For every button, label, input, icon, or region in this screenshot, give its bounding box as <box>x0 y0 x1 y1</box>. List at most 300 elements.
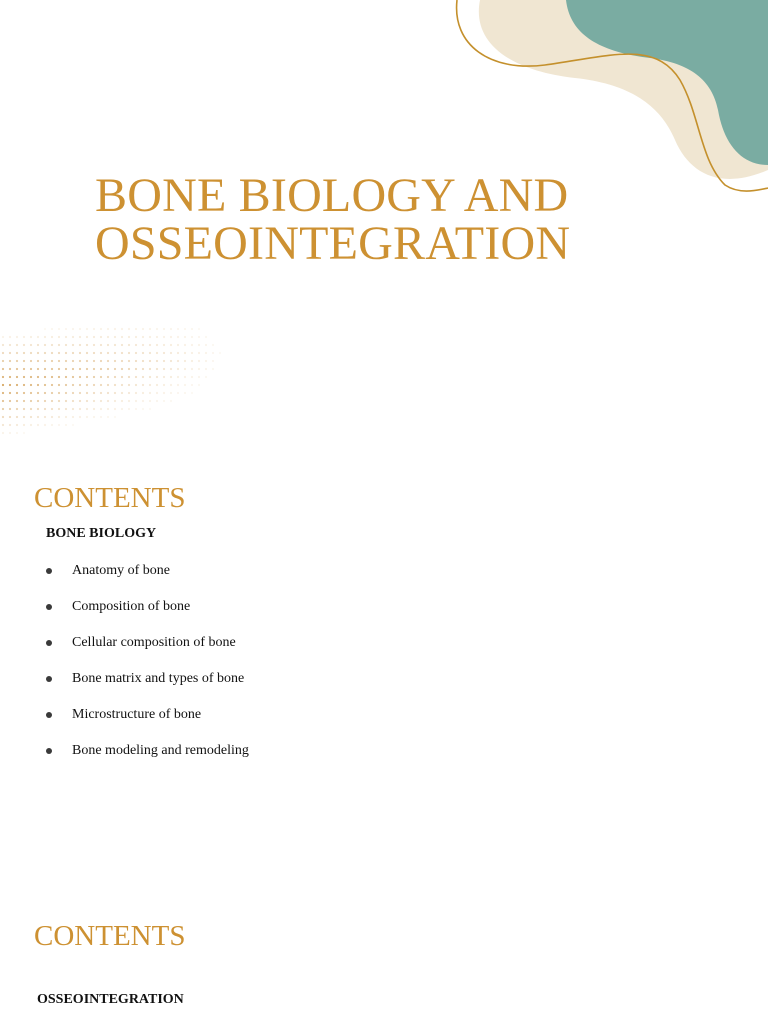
pattern-dot <box>205 344 207 346</box>
pattern-dot <box>163 328 165 330</box>
pattern-dot <box>170 336 172 338</box>
pattern-dot <box>44 352 46 354</box>
pattern-dot <box>212 368 214 370</box>
pattern-dot <box>86 352 88 354</box>
pattern-dot <box>114 368 116 370</box>
pattern-dot <box>72 392 74 394</box>
pattern-dot <box>44 392 46 394</box>
title-line-2: OSSEOINTEGRATION <box>95 217 571 270</box>
pattern-dot <box>72 376 74 378</box>
pattern-dot <box>128 408 130 410</box>
pattern-dot <box>100 368 102 370</box>
pattern-dot <box>23 336 25 338</box>
pattern-dot <box>79 336 81 338</box>
pattern-dot <box>93 376 95 378</box>
pattern-dot <box>51 360 53 362</box>
pattern-dot <box>107 400 109 402</box>
pattern-dot <box>72 424 74 426</box>
pattern-dot <box>93 328 95 330</box>
pattern-dot <box>58 408 60 410</box>
pattern-dot <box>135 400 137 402</box>
pattern-dot <box>191 352 193 354</box>
pattern-dot <box>86 328 88 330</box>
pattern-dot <box>170 352 172 354</box>
pattern-dot <box>16 376 18 378</box>
pattern-dot <box>16 360 18 362</box>
pattern-dot <box>44 384 46 386</box>
pattern-dot <box>58 384 60 386</box>
pattern-dot <box>191 384 193 386</box>
pattern-dot <box>170 360 172 362</box>
pattern-dot <box>149 336 151 338</box>
pattern-dot <box>58 328 60 330</box>
pattern-dot <box>65 392 67 394</box>
pattern-dot <box>2 424 4 426</box>
pattern-dot <box>37 416 39 418</box>
pattern-dot <box>9 360 11 362</box>
pattern-dot <box>121 392 123 394</box>
pattern-dot <box>30 336 32 338</box>
pattern-dot <box>191 360 193 362</box>
pattern-dot <box>156 336 158 338</box>
pattern-dot <box>16 432 18 434</box>
pattern-dot <box>149 328 151 330</box>
pattern-dot <box>58 400 60 402</box>
pattern-dot <box>163 368 165 370</box>
pattern-dot <box>107 416 109 418</box>
pattern-dot <box>100 416 102 418</box>
list-item <box>46 597 249 633</box>
pattern-dot <box>58 424 60 426</box>
pattern-dot <box>191 392 193 394</box>
pattern-dot <box>79 392 81 394</box>
pattern-dot <box>37 376 39 378</box>
list-item <box>46 561 249 597</box>
pattern-dot <box>79 368 81 370</box>
pattern-dot <box>65 424 67 426</box>
pattern-dot <box>170 376 172 378</box>
pattern-dot <box>44 408 46 410</box>
pattern-dot <box>191 368 193 370</box>
pattern-dot <box>107 368 109 370</box>
pattern-dot <box>37 352 39 354</box>
pattern-dot <box>65 328 67 330</box>
pattern-dot <box>142 400 144 402</box>
pattern-dot <box>23 352 25 354</box>
pattern-dot <box>149 360 151 362</box>
contents-heading: CONTENTS <box>34 920 186 952</box>
pattern-dot <box>51 416 53 418</box>
pattern-dot <box>51 408 53 410</box>
pattern-dot <box>72 408 74 410</box>
pattern-dot <box>23 344 25 346</box>
pattern-dot <box>121 360 123 362</box>
pattern-dot <box>65 336 67 338</box>
pattern-dot <box>86 400 88 402</box>
pattern-dot <box>51 352 53 354</box>
pattern-dot <box>177 352 179 354</box>
pattern-dot <box>170 400 172 402</box>
pattern-dot <box>212 352 214 354</box>
pattern-dot <box>9 424 11 426</box>
pattern-dot <box>163 352 165 354</box>
pattern-dot <box>23 400 25 402</box>
pattern-dot <box>44 416 46 418</box>
pattern-dot <box>72 360 74 362</box>
pattern-dot <box>128 344 130 346</box>
pattern-dot <box>79 400 81 402</box>
pattern-dot <box>51 400 53 402</box>
pattern-dot <box>142 328 144 330</box>
bullet-icon <box>46 712 52 718</box>
pattern-dot <box>16 336 18 338</box>
pattern-dot <box>100 328 102 330</box>
pattern-dot <box>163 384 165 386</box>
list-item-label: Composition of bone <box>72 599 191 614</box>
pattern-dot <box>135 376 137 378</box>
pattern-dot <box>51 424 53 426</box>
pattern-dot <box>2 384 4 386</box>
pattern-dot <box>37 336 39 338</box>
contents-slide-osseointegration <box>0 895 768 1024</box>
pattern-dot <box>72 336 74 338</box>
pattern-dot <box>198 376 200 378</box>
pattern-dot <box>100 400 102 402</box>
pattern-dot <box>65 408 67 410</box>
pattern-dot <box>58 352 60 354</box>
pattern-dot <box>107 344 109 346</box>
pattern-dot <box>93 368 95 370</box>
pattern-dot <box>184 336 186 338</box>
pattern-dot <box>9 392 11 394</box>
pattern-dot <box>114 392 116 394</box>
pattern-dot <box>198 328 200 330</box>
pattern-dot <box>58 392 60 394</box>
pattern-dot <box>163 344 165 346</box>
pattern-dot <box>142 352 144 354</box>
pattern-dot <box>2 368 4 370</box>
pattern-dot <box>58 360 60 362</box>
pattern-dot <box>156 376 158 378</box>
pattern-dot <box>79 360 81 362</box>
pattern-dot <box>23 376 25 378</box>
pattern-dot <box>58 416 60 418</box>
pattern-dot <box>149 352 151 354</box>
pattern-dot <box>177 344 179 346</box>
pattern-dot <box>37 360 39 362</box>
pattern-dot <box>177 368 179 370</box>
pattern-dot <box>135 352 137 354</box>
pattern-dot <box>2 336 4 338</box>
pattern-dot <box>51 328 53 330</box>
pattern-dot <box>65 400 67 402</box>
pattern-dot <box>16 424 18 426</box>
pattern-dot <box>205 368 207 370</box>
pattern-dot <box>128 352 130 354</box>
pattern-dot <box>114 328 116 330</box>
pattern-dot <box>65 416 67 418</box>
pattern-dot <box>121 376 123 378</box>
pattern-dot <box>121 352 123 354</box>
list-item-label: Cellular composition of bone <box>72 635 236 650</box>
pattern-dot <box>79 328 81 330</box>
pattern-dot <box>93 352 95 354</box>
pattern-dot <box>79 376 81 378</box>
pattern-dot <box>93 408 95 410</box>
pattern-dot <box>100 336 102 338</box>
pattern-dot <box>198 352 200 354</box>
pattern-dot <box>51 368 53 370</box>
pattern-dot <box>163 392 165 394</box>
pattern-dot <box>93 360 95 362</box>
pattern-dot <box>30 424 32 426</box>
pattern-dot <box>184 368 186 370</box>
pattern-dot <box>16 352 18 354</box>
pattern-dot <box>121 400 123 402</box>
pattern-dot <box>142 360 144 362</box>
pattern-dot <box>44 376 46 378</box>
pattern-dot <box>128 384 130 386</box>
pattern-dot <box>9 432 11 434</box>
pattern-dot <box>65 376 67 378</box>
pattern-dot <box>30 416 32 418</box>
pattern-dot <box>128 336 130 338</box>
pattern-dot <box>86 344 88 346</box>
pattern-dot <box>72 344 74 346</box>
pattern-dot <box>107 352 109 354</box>
pattern-dot <box>2 344 4 346</box>
pattern-dot <box>44 400 46 402</box>
pattern-dot <box>177 392 179 394</box>
pattern-dot <box>44 344 46 346</box>
pattern-dot <box>23 408 25 410</box>
pattern-dot <box>205 352 207 354</box>
pattern-dot <box>184 360 186 362</box>
pattern-dot <box>163 336 165 338</box>
pattern-dot <box>2 408 4 410</box>
pattern-dot <box>51 344 53 346</box>
pattern-dot <box>100 408 102 410</box>
list-item-label: Bone matrix and types of bone <box>72 671 245 686</box>
pattern-dot <box>51 336 53 338</box>
pattern-dot <box>107 336 109 338</box>
pattern-dot <box>149 368 151 370</box>
pattern-dot <box>142 336 144 338</box>
pattern-dot <box>156 344 158 346</box>
pattern-dot <box>135 384 137 386</box>
pattern-dot <box>44 360 46 362</box>
pattern-dot <box>135 368 137 370</box>
toc-list <box>46 561 249 777</box>
pattern-dot <box>114 400 116 402</box>
pattern-dot <box>65 352 67 354</box>
pattern-dot <box>16 416 18 418</box>
pattern-dot <box>205 336 207 338</box>
pattern-dot <box>156 392 158 394</box>
pattern-dot <box>44 424 46 426</box>
bullet-icon <box>46 604 52 610</box>
pattern-dot <box>58 344 60 346</box>
pattern-dot <box>30 400 32 402</box>
pattern-dot <box>16 384 18 386</box>
pattern-dot <box>191 344 193 346</box>
pattern-dot <box>114 408 116 410</box>
pattern-dot <box>135 328 137 330</box>
pattern-dot <box>23 424 25 426</box>
bullet-icon <box>46 676 52 682</box>
pattern-dot <box>72 400 74 402</box>
pattern-dot <box>212 344 214 346</box>
pattern-dot <box>156 360 158 362</box>
pattern-dot <box>135 360 137 362</box>
pattern-dot <box>79 344 81 346</box>
pattern-dot <box>184 376 186 378</box>
pattern-dot <box>107 328 109 330</box>
pattern-dot <box>30 384 32 386</box>
pattern-dot <box>2 432 4 434</box>
pattern-dot <box>114 376 116 378</box>
pattern-dot <box>65 360 67 362</box>
pattern-dot <box>100 392 102 394</box>
contents-heading: CONTENTS <box>34 482 186 514</box>
pattern-dot <box>30 408 32 410</box>
pattern-dot <box>86 360 88 362</box>
pattern-dot <box>93 416 95 418</box>
pattern-dot <box>177 384 179 386</box>
pattern-dot <box>2 352 4 354</box>
pattern-dot <box>72 328 74 330</box>
pattern-dot <box>9 400 11 402</box>
pattern-dot <box>44 336 46 338</box>
pattern-dot <box>30 376 32 378</box>
pattern-dot <box>198 384 200 386</box>
section-label: OSSEOINTEGRATION <box>37 992 184 1007</box>
pattern-dot <box>107 392 109 394</box>
pattern-dot <box>135 392 137 394</box>
pattern-dot <box>184 344 186 346</box>
pattern-dot <box>219 352 221 354</box>
bullet-icon <box>46 640 52 646</box>
pattern-dot <box>163 400 165 402</box>
pattern-dot <box>30 368 32 370</box>
pattern-dot <box>37 368 39 370</box>
pattern-dot <box>23 416 25 418</box>
pattern-dot <box>135 336 137 338</box>
pattern-dot <box>198 344 200 346</box>
pattern-dot <box>23 432 25 434</box>
pattern-dot <box>16 400 18 402</box>
pattern-dot <box>9 352 11 354</box>
pattern-dot <box>205 360 207 362</box>
pattern-dot <box>16 408 18 410</box>
pattern-dot <box>149 392 151 394</box>
pattern-dot <box>184 384 186 386</box>
pattern-dot <box>86 416 88 418</box>
pattern-dot <box>72 416 74 418</box>
pattern-dot <box>114 416 116 418</box>
pattern-dot <box>170 344 172 346</box>
pattern-dot <box>93 336 95 338</box>
list-item <box>46 741 249 777</box>
dot-pattern <box>0 325 300 445</box>
pattern-dot <box>142 408 144 410</box>
pattern-dot <box>9 416 11 418</box>
pattern-dot <box>128 400 130 402</box>
pattern-dot <box>86 408 88 410</box>
pattern-dot <box>142 344 144 346</box>
pattern-dot <box>16 392 18 394</box>
pattern-dot <box>93 384 95 386</box>
pattern-dot <box>156 368 158 370</box>
list-item <box>46 669 249 705</box>
pattern-dot <box>16 368 18 370</box>
pattern-dot <box>58 336 60 338</box>
pattern-dot <box>163 376 165 378</box>
pattern-dot <box>135 344 137 346</box>
pattern-dot <box>23 384 25 386</box>
pattern-dot <box>149 376 151 378</box>
pattern-dot <box>135 408 137 410</box>
bullet-icon <box>46 568 52 574</box>
pattern-dot <box>30 360 32 362</box>
pattern-dot <box>128 368 130 370</box>
pattern-dot <box>37 384 39 386</box>
pattern-dot <box>156 384 158 386</box>
pattern-dot <box>107 384 109 386</box>
contents-slide-bone-biology <box>0 455 768 895</box>
pattern-dot <box>30 352 32 354</box>
pattern-dot <box>100 376 102 378</box>
pattern-dot <box>9 384 11 386</box>
pattern-dot <box>107 408 109 410</box>
pattern-dot <box>86 392 88 394</box>
pattern-dot <box>191 336 193 338</box>
list-item <box>46 633 249 669</box>
pattern-dot <box>170 384 172 386</box>
pattern-dot <box>65 344 67 346</box>
pattern-dot <box>191 376 193 378</box>
pattern-dot <box>128 376 130 378</box>
pattern-dot <box>114 360 116 362</box>
pattern-dot <box>128 392 130 394</box>
pattern-dot <box>37 400 39 402</box>
pattern-dot <box>156 400 158 402</box>
pattern-dot <box>170 368 172 370</box>
pattern-dot <box>72 352 74 354</box>
pattern-dot <box>93 344 95 346</box>
list-item-label: Microstructure of bone <box>72 707 202 722</box>
pattern-dot <box>156 328 158 330</box>
pattern-dot <box>30 344 32 346</box>
pattern-dot <box>142 368 144 370</box>
pattern-dot <box>107 360 109 362</box>
pattern-dot <box>184 392 186 394</box>
pattern-dot <box>9 368 11 370</box>
pattern-dot <box>149 400 151 402</box>
pattern-dot <box>58 376 60 378</box>
pattern-dot <box>121 344 123 346</box>
pattern-dot <box>205 376 207 378</box>
pattern-dot <box>184 328 186 330</box>
pattern-dot <box>184 352 186 354</box>
pattern-dot <box>2 400 4 402</box>
pattern-dot <box>170 328 172 330</box>
pattern-dot <box>79 408 81 410</box>
pattern-dot <box>198 336 200 338</box>
pattern-dot <box>100 352 102 354</box>
pattern-dot <box>79 352 81 354</box>
pattern-dot <box>44 368 46 370</box>
